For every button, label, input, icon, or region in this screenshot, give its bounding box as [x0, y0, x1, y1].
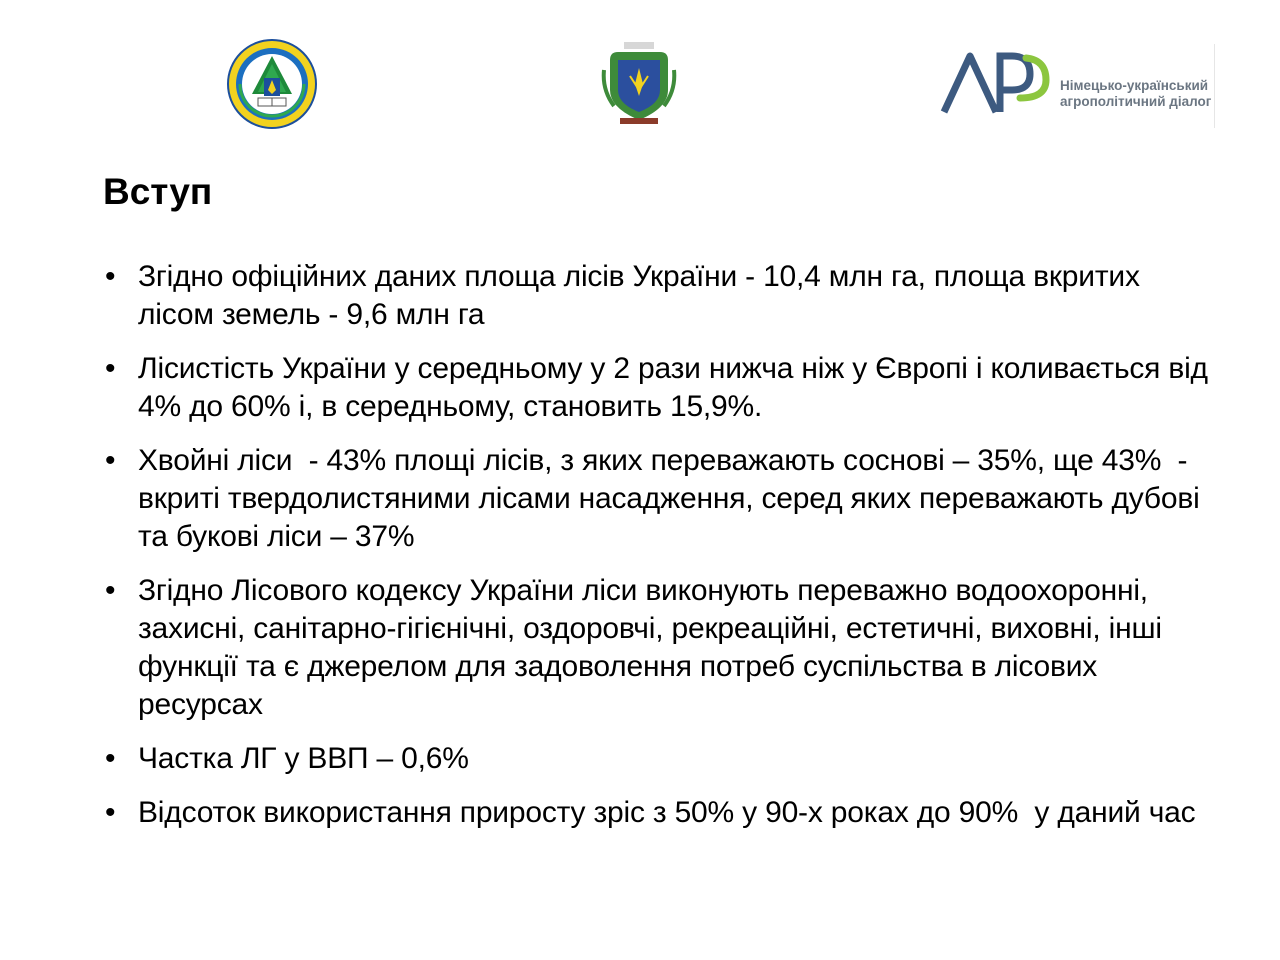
- bullet-item-forest-types: [103, 442, 1223, 556]
- header-divider: [1214, 44, 1215, 128]
- bullet-item-forest-area: [103, 258, 1223, 334]
- bullet-dot: •: [105, 574, 116, 607]
- bullet-item-forest-code: [103, 572, 1223, 724]
- bullet-dot: •: [105, 742, 116, 775]
- slide-title: Вступ: [103, 171, 213, 212]
- bullet-text: Згідно офіційних даних площа лісів України - 10,4 млн га, площа вкритих лісом земель - 9,6 млн га: [138, 260, 1148, 331]
- bullet-item-forest-cover: [103, 350, 1223, 426]
- apd-caption-line2: агрополітичний діалог: [1060, 94, 1212, 109]
- bullet-text: Відсоток використання приросту зріс з 50% у 90-х роках до 90% у даний час: [138, 796, 1196, 829]
- bullet-text: Лісистість України у середньому у 2 рази нижча ніж у Європі і коливається від 4% до 60% і, в середньому, становить 15,9%.: [138, 352, 1216, 423]
- bullet-dot: •: [105, 796, 116, 829]
- apd-caption-line1: Німецько-український: [1060, 78, 1209, 93]
- coat-of-arms-icon: [600, 40, 678, 126]
- bullet-text: Згідно Лісового кодексу України ліси виконують переважно водоохоронні, захисні, санітарно-гігієнічні, оздоровчі, рекреаційні, естетичні, виховні, інші функції та є джерелом для задоволення потреб суспільства в лісових ресурсах: [138, 574, 1170, 721]
- bullet-dot: •: [105, 444, 116, 477]
- university-emblem-icon: [226, 38, 318, 130]
- bullet-item-gdp-share: [103, 740, 1223, 778]
- apd-caption: [1060, 78, 1211, 110]
- bullet-list: [103, 258, 1223, 848]
- bullet-dot: •: [105, 260, 116, 293]
- bullet-text: Хвойні ліси - 43% площі лісів, з яких переважають соснові – 35%, ще 43% - вкриті твердолистяними лісами насадження, серед яких переважають дубові та букові ліси – 37%: [138, 444, 1208, 553]
- bullet-text: Частка ЛГ у ВВП – 0,6%: [138, 742, 469, 775]
- bullet-item-growth-usage: [103, 794, 1223, 832]
- bullet-dot: •: [105, 352, 116, 385]
